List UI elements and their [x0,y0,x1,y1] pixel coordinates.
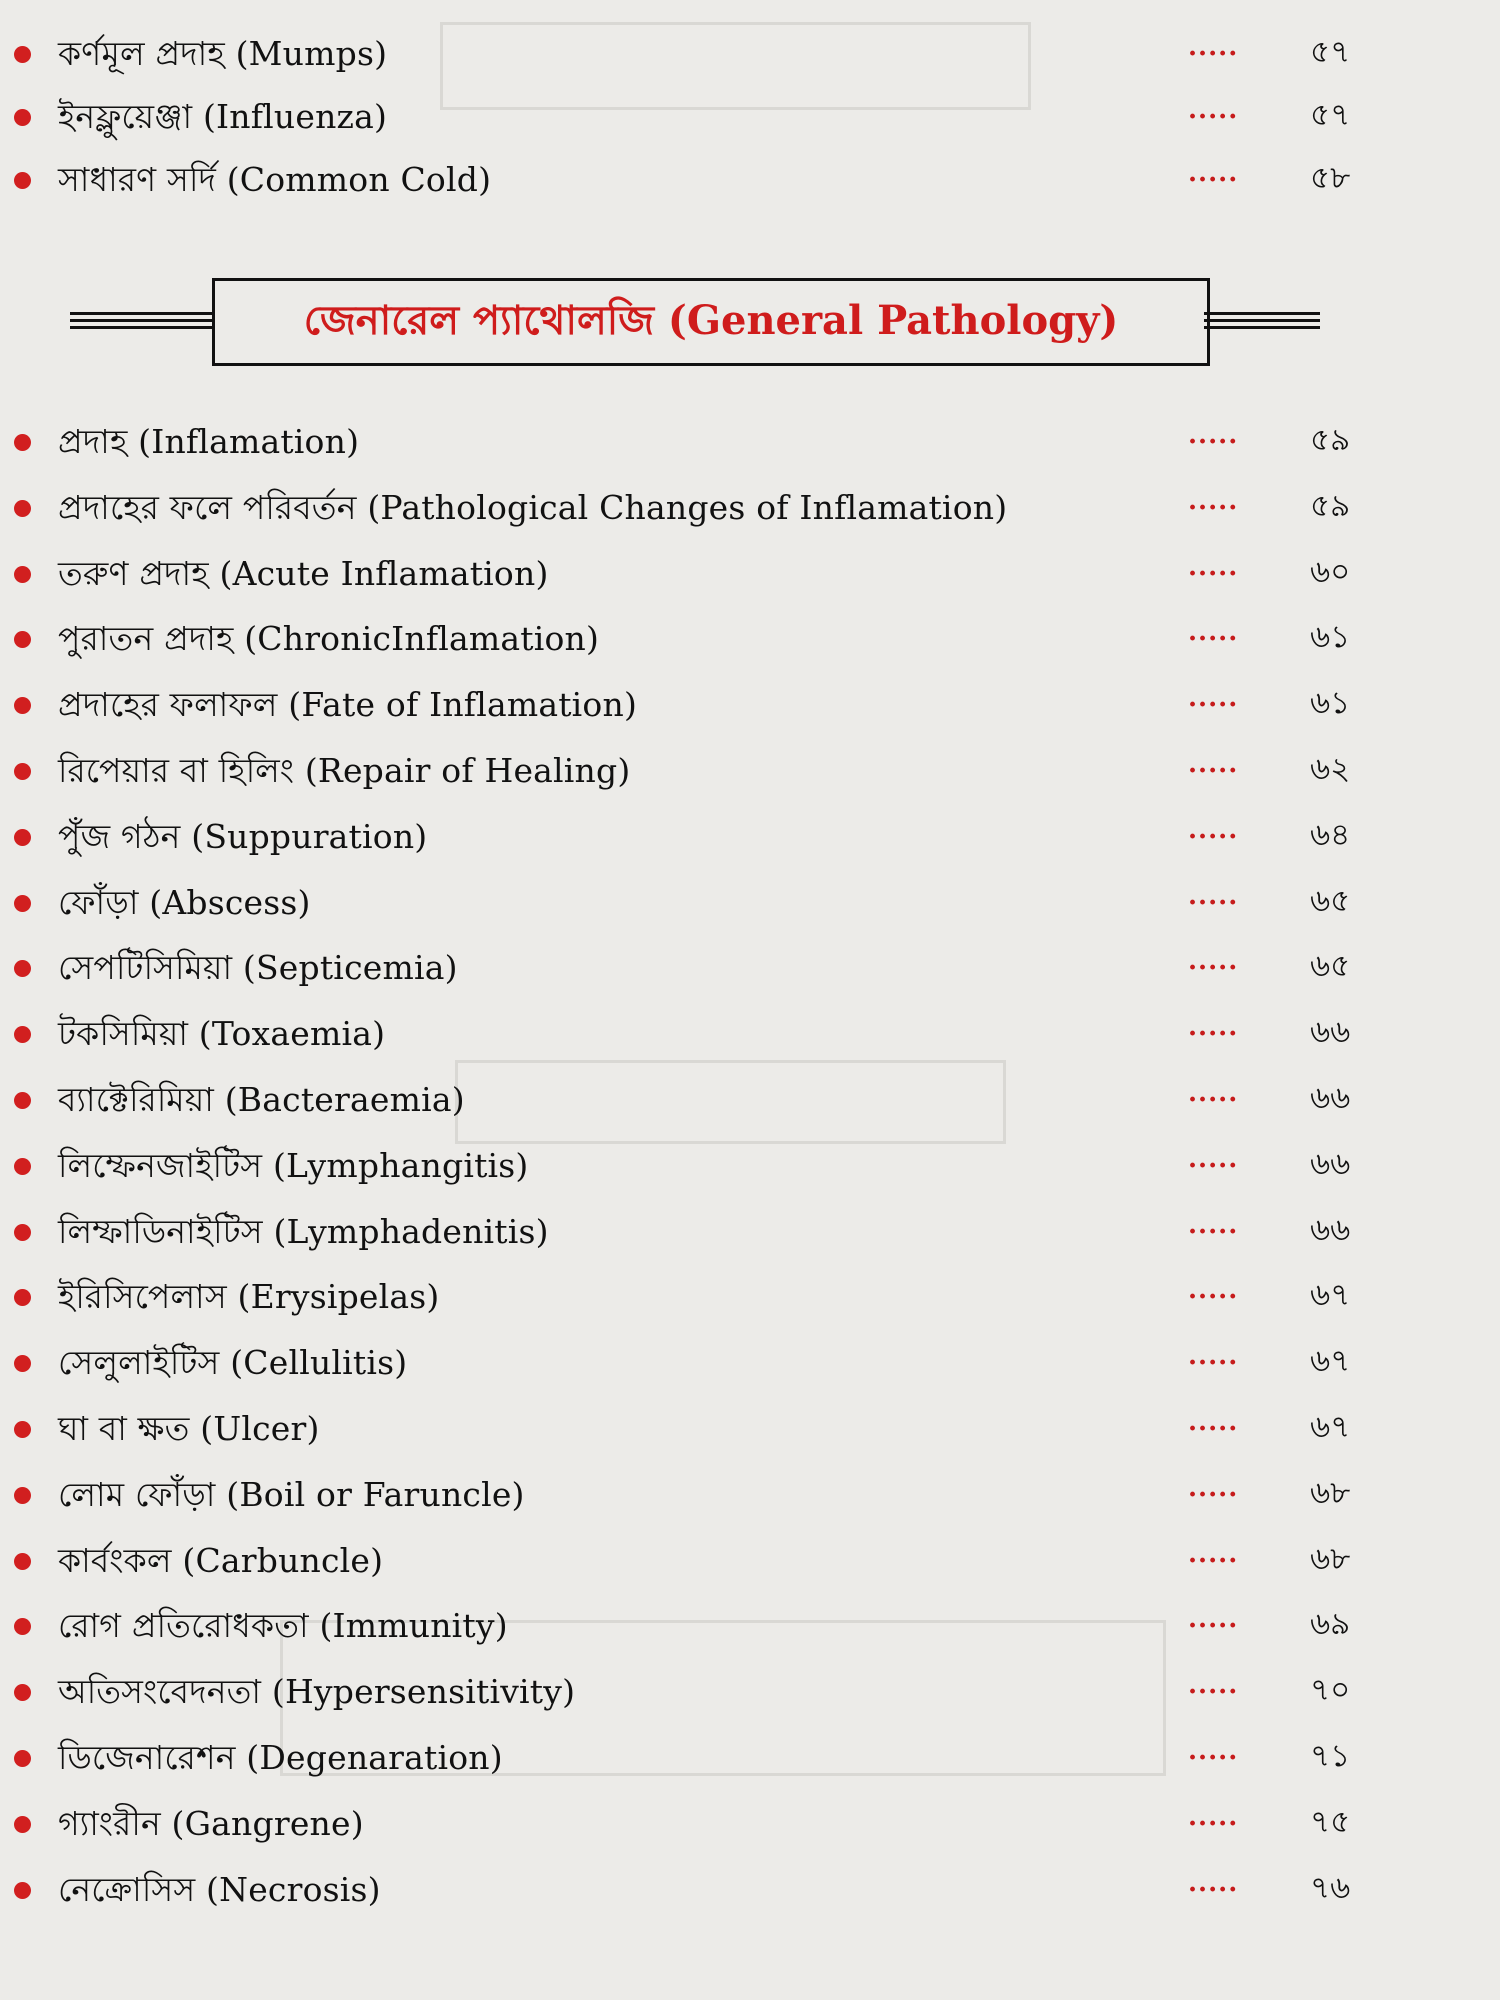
leader-dots: ..... [1188,1604,1239,1634]
page-number: ৬৬ [1310,1014,1351,1050]
leader-dots: ..... [1188,552,1239,582]
bullet-icon [14,1487,31,1504]
page-number: ৬৮ [1310,1541,1351,1577]
bullet-icon [14,109,31,126]
toc-entry[interactable] [0,87,1500,147]
entry-title: ঘা বা ক্ষত (Ulcer) [58,1409,320,1448]
bullet-icon [14,1092,31,1109]
bullet-icon [14,566,31,583]
page-number: ৬১ [1310,619,1351,655]
header-rule-right [1204,312,1320,334]
entry-title: নেক্রোসিস (Necrosis) [58,1870,381,1909]
page-number: ৫৮ [1310,160,1351,196]
toc-entry[interactable] [0,412,1500,472]
bullet-icon [14,1158,31,1175]
page-number: ৬৪ [1310,817,1351,853]
toc-entry[interactable] [0,873,1500,933]
entry-title: ডিজেনারেশন (Degenaration) [58,1738,503,1777]
leader-dots: ..... [1188,1341,1239,1371]
leader-dots: ..... [1188,683,1239,713]
leader-dots: ..... [1188,486,1239,516]
page-number: ৬৯ [1310,1606,1351,1642]
page-number: ৬৬ [1310,1212,1351,1248]
entry-title: কার্বংকল (Carbuncle) [58,1541,384,1580]
entry-title: কর্ণমূল প্রদাহ (Mumps) [58,34,388,73]
leader-dots: ..... [1188,1473,1239,1503]
entry-title: পুঁজ গঠন (Suppuration) [58,817,428,856]
entry-title: প্রদাহ (Inflamation) [58,422,360,461]
bullet-icon [14,960,31,977]
leader-dots: ..... [1188,95,1239,125]
toc-entry[interactable] [0,1399,1500,1459]
page-number: ৫৭ [1310,97,1351,133]
toc-entry[interactable] [0,478,1500,538]
leader-dots: ..... [1188,158,1239,188]
bullet-icon [14,1882,31,1899]
leader-dots: ..... [1188,1670,1239,1700]
toc-entry[interactable] [0,24,1500,84]
toc-entry[interactable] [0,544,1500,604]
page-number: ৭১ [1310,1738,1351,1774]
toc-entry[interactable] [0,675,1500,735]
toc-entry[interactable] [0,1465,1500,1525]
leader-dots: ..... [1188,1736,1239,1766]
page-number: ৬৭ [1310,1343,1351,1379]
section-title: জেনারেল প্যাথোলজি (General Pathology) [303,296,1119,344]
page-number: ৬১ [1310,685,1351,721]
entry-title: লিম্ফেনজাইটিস (Lymphangitis) [58,1146,529,1185]
leader-dots: ..... [1188,1012,1239,1042]
bullet-icon [14,1026,31,1043]
page-number: ৫৯ [1310,422,1351,458]
leader-dots: ..... [1188,32,1239,62]
entry-title: রিপেয়ার বা হিলিং (Repair of Healing) [58,751,631,790]
leader-dots: ..... [1188,1539,1239,1569]
bullet-icon [14,763,31,780]
entry-title: সাধারণ সর্দি (Common Cold) [58,160,492,199]
page-number: ৬৬ [1310,1146,1351,1182]
page-number: ৬৬ [1310,1080,1351,1116]
header-box [212,278,1210,366]
entry-title: টকসিমিয়া (Toxaemia) [58,1014,386,1053]
toc-entry[interactable] [0,1202,1500,1262]
bullet-icon [14,697,31,714]
leader-dots: ..... [1188,1868,1239,1898]
bullet-icon [14,46,31,63]
entry-title: গ্যাংরীন (Gangrene) [58,1804,364,1843]
entry-title: ইনফ্লুয়েঞ্জা (Influenza) [58,97,388,136]
page-number: ৬৫ [1310,948,1351,984]
entry-title: ফোঁড়া (Abscess) [58,883,311,922]
leader-dots: ..... [1188,946,1239,976]
bullet-icon [14,1618,31,1635]
bullet-icon [14,895,31,912]
page-number: ৬৭ [1310,1409,1351,1445]
section-header [70,278,1320,368]
toc-entry[interactable] [0,807,1500,867]
leader-dots: ..... [1188,617,1239,647]
entry-title: রোগ প্রতিরোধকতা (Immunity) [58,1606,508,1645]
bullet-icon [14,829,31,846]
toc-entry[interactable] [0,609,1500,669]
page-number: ৬২ [1310,751,1351,787]
toc-entry[interactable] [0,1662,1500,1722]
page-number: ৬৮ [1310,1475,1351,1511]
entry-title: ইরিসিপেলাস (Erysipelas) [58,1277,440,1316]
leader-dots: ..... [1188,1078,1239,1108]
toc-entry[interactable] [0,741,1500,801]
entry-title: প্রদাহের ফলে পরিবর্তন (Pathological Changes of Inflamation) [58,488,1008,527]
toc-entry[interactable] [0,1596,1500,1656]
entry-title: ব্যাক্টেরিমিয়া (Bacteraemia) [58,1080,465,1119]
bullet-icon [14,1289,31,1306]
toc-entry[interactable] [0,1070,1500,1130]
bullet-icon [14,1684,31,1701]
toc-entry[interactable] [0,150,1500,210]
leader-dots: ..... [1188,1144,1239,1174]
bullet-icon [14,172,31,189]
bullet-icon [14,434,31,451]
entry-title: পুরাতন প্রদাহ (ChronicInflamation) [58,619,600,658]
toc-entry[interactable] [0,1333,1500,1393]
leader-dots: ..... [1188,1407,1239,1437]
entry-title: প্রদাহের ফলাফল (Fate of Inflamation) [58,685,638,724]
entry-title: তরুণ প্রদাহ (Acute Inflamation) [58,554,549,593]
page-number: ৬৭ [1310,1277,1351,1313]
leader-dots: ..... [1188,881,1239,911]
bullet-icon [14,1355,31,1372]
toc-entry[interactable] [0,938,1500,998]
toc-entry[interactable] [0,1794,1500,1854]
bullet-icon [14,631,31,648]
toc-entry[interactable] [0,1267,1500,1327]
leader-dots: ..... [1188,749,1239,779]
bullet-icon [14,1816,31,1833]
entry-title: লোম ফোঁড়া (Boil or Faruncle) [58,1475,525,1514]
bullet-icon [14,1750,31,1767]
entry-title: অতিসংবেদনতা (Hypersensitivity) [58,1672,576,1711]
leader-dots: ..... [1188,1275,1239,1305]
entry-title: সেলুলাইটিস (Cellulitis) [58,1343,408,1382]
leader-dots: ..... [1188,1210,1239,1240]
toc-entry[interactable] [0,1004,1500,1064]
leader-dots: ..... [1188,420,1239,450]
bullet-icon [14,500,31,517]
leader-dots: ..... [1188,1802,1239,1832]
bullet-icon [14,1421,31,1438]
bullet-icon [14,1224,31,1241]
toc-entry[interactable] [0,1860,1500,1920]
page-number: ৫৭ [1310,34,1351,70]
page-number: ৭৬ [1310,1870,1351,1906]
bullet-icon [14,1553,31,1570]
page-number: ৭৫ [1310,1804,1351,1840]
entry-title: লিম্ফাডিনাইটিস (Lymphadenitis) [58,1212,549,1251]
page-number: ৬৫ [1310,883,1351,919]
leader-dots: ..... [1188,815,1239,845]
entry-title: সেপটিসিমিয়া (Septicemia) [58,948,458,987]
toc-entry[interactable] [0,1136,1500,1196]
toc-entry[interactable] [0,1728,1500,1788]
header-rule-left [70,312,212,334]
page-number: ৭০ [1310,1672,1351,1708]
page-number: ৫৯ [1310,488,1351,524]
toc-entry[interactable] [0,1531,1500,1591]
page-number: ৬০ [1310,554,1351,590]
